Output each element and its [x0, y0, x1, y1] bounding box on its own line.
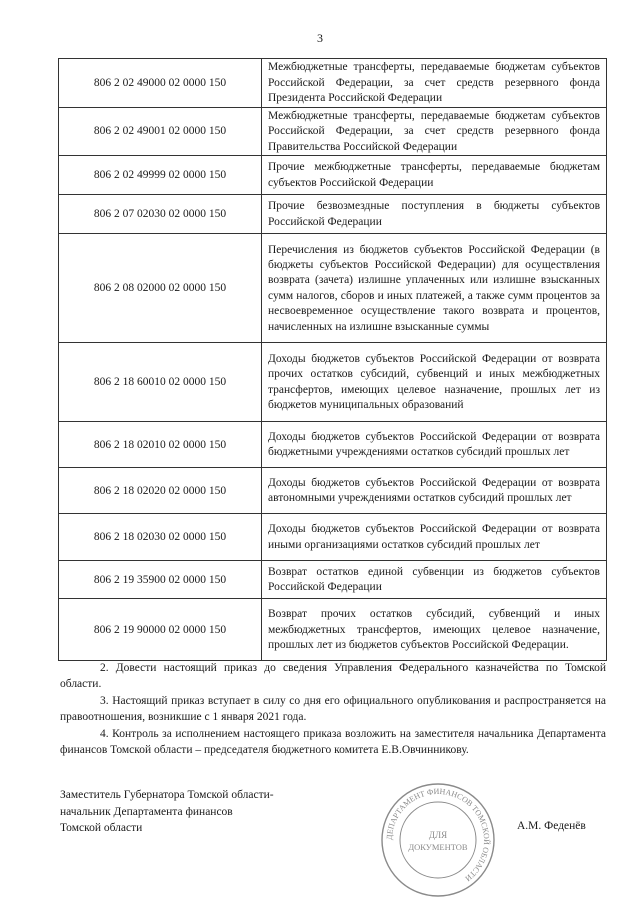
stamp-inner-ring — [400, 802, 476, 878]
table-row — [59, 599, 607, 661]
stamp-center-line1: ДЛЯ — [428, 830, 448, 840]
table-row — [59, 468, 607, 514]
table-row — [59, 59, 607, 108]
paragraph-4: 4. Контроль за исполнением настоящего приказа возложить на заместителя начальника Департамента финансов Томской области – председателя бюджетного комитета Е.В.Овчинникову. — [60, 728, 606, 756]
signatory-name: А.М. Феденёв — [517, 820, 586, 832]
table-row — [59, 561, 607, 599]
code-cell: 806 2 02 49001 02 0000 150 — [59, 108, 262, 156]
description-cell: Прочие межбюджетные трансферты, передаваемые бюджетам субъектов Российской Федерации — [262, 156, 607, 195]
description-cell: Доходы бюджетов субъектов Российской Федерации от возврата бюджетными учреждениями остатков субсидий прошлых лет — [262, 422, 607, 468]
table-row — [59, 343, 607, 422]
description-cell: Прочие безвозмездные поступления в бюджеты субъектов Российской Федерации — [262, 195, 607, 234]
table-row — [59, 108, 607, 156]
paragraph-2: 2. Довести настоящий приказ до сведения Управления Федерального казначейства по Томской области. — [60, 662, 606, 690]
code-cell: 806 2 18 60010 02 0000 150 — [59, 343, 262, 422]
description-cell: Возврат прочих остатков субсидий, субвенций и иных межбюджетных трансфертов, имеющих целевое назначение, прошлых лет из бюджетов субъектов Российской Федерации. — [262, 599, 607, 661]
code-cell: 806 2 07 02030 02 0000 150 — [59, 195, 262, 234]
paragraph-3: 3. Настоящий приказ вступает в силу со дня его официального опубликования и распространяется на правоотношения, возникшие с 1 января 2021 года. — [60, 695, 606, 723]
code-cell: 806 2 18 02030 02 0000 150 — [59, 514, 262, 561]
stamp-center-line2: ДОКУМЕНТОВ — [408, 842, 468, 852]
description-cell: Доходы бюджетов субъектов Российской Федерации от возврата автономными учреждениями остатков субсидий прошлых лет — [262, 468, 607, 514]
table-row — [59, 234, 607, 343]
budget-codes-table — [58, 58, 607, 661]
table-row — [59, 195, 607, 234]
description-cell: Доходы бюджетов субъектов Российской Федерации от возврата прочих остатков субсидий, субвенций и иных межбюджетных трансфертов, имеющих целевое назначение, прошлых лет из бюджетов муниципальных образований — [262, 343, 607, 422]
description-cell: Доходы бюджетов субъектов Российской Федерации от возврата иными организациями остатков субсидий прошлых лет — [262, 514, 607, 561]
table-row — [59, 422, 607, 468]
description-cell: Перечисления из бюджетов субъектов Российской Федерации (в бюджеты субъектов Российской Федерации) для осуществления возврата (зачета) излишне уплаченных или излишне взысканных сумм налогов, сборов и иных платежей, а также сумм процентов за несвоевременное осуществление такого возврата и процентов, начисленных на излишне взысканные суммы — [262, 234, 607, 343]
code-cell: 806 2 19 35900 02 0000 150 — [59, 561, 262, 599]
signatory-title: Заместитель Губернатора Томской области- начальник Департамента финансов Томской области — [60, 789, 274, 834]
description-cell: Возврат остатков единой субвенции из бюджетов субъектов Российской Федерации — [262, 561, 607, 599]
description-cell: Межбюджетные трансферты, передаваемые бюджетам субъектов Российской Федерации, за счет средств резервного фонда Правительства Российской Федерации — [262, 108, 607, 156]
code-cell: 806 2 02 49000 02 0000 150 — [59, 59, 262, 108]
stamp-outer-text: ДЕПАРТАМЕНТ ФИНАНСОВ ТОМСКОЙ ОБЛАСТИ — [384, 786, 492, 884]
description-cell: Межбюджетные трансферты, передаваемые бюджетам субъектов Российской Федерации, за счет средств резервного фонда Президента Российской Федерации — [262, 59, 607, 108]
code-cell: 806 2 02 49999 02 0000 150 — [59, 156, 262, 195]
code-cell: 806 2 19 90000 02 0000 150 — [59, 599, 262, 661]
page-number: 3 — [317, 31, 323, 45]
table-row — [59, 156, 607, 195]
code-cell: 806 2 08 02000 02 0000 150 — [59, 234, 262, 343]
table-row — [59, 514, 607, 561]
code-cell: 806 2 18 02020 02 0000 150 — [59, 468, 262, 514]
official-stamp — [378, 780, 498, 900]
stamp-outer-ring — [382, 784, 494, 896]
code-cell: 806 2 18 02010 02 0000 150 — [59, 422, 262, 468]
